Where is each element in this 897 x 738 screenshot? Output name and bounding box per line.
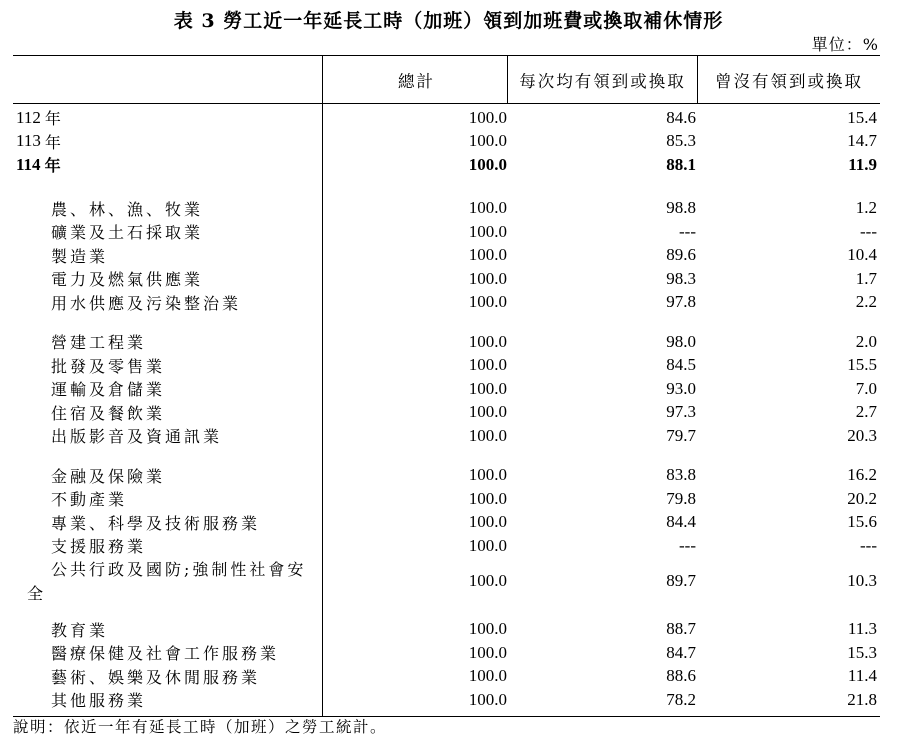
row-labels — [13, 104, 323, 716]
industry-label: 營建工程業 — [51, 333, 147, 353]
table-row: 100.0 79.7 20.3 — [468, 425, 877, 445]
industry-label: 藝術、娛樂及休閒服務業 — [51, 667, 261, 687]
data-table — [13, 55, 880, 717]
header-not-always: 曾沒有領到或換取 — [715, 71, 863, 91]
table-row: 100.0 98.8 1.2 — [468, 198, 877, 218]
header-stub — [13, 56, 323, 103]
industry-label: 礦業及土石採取業 — [51, 223, 204, 243]
table-row: 100.0 88.1 11.9 — [468, 154, 877, 174]
table-row: 100.0 85.3 14.7 — [468, 131, 877, 151]
industry-label: 金融及保險業 — [51, 466, 166, 486]
table-row: 100.0 98.0 2.0 — [468, 331, 877, 351]
year-row-label: 112 年 — [16, 107, 61, 129]
industry-label-wrapped: 公共行政及國防;強制性社會安 全 — [27, 559, 307, 603]
unit-label: 單位：% — [811, 35, 879, 54]
industry-label: 不動產業 — [51, 490, 128, 510]
table-row: 100.0 97.3 2.7 — [468, 402, 877, 422]
industry-label: 其他服務業 — [51, 691, 147, 711]
table-row: 100.0 83.8 16.2 — [468, 465, 877, 485]
table-row: 100.0 89.6 10.4 — [468, 245, 877, 265]
footnote: 說明：依近一年有延長工時（加班）之勞工統計。 — [13, 718, 388, 736]
header-total: 總計 — [323, 56, 508, 103]
table-row: 100.0 98.3 1.7 — [468, 268, 877, 288]
industry-label: 醫療保健及社會工作服務業 — [51, 644, 280, 664]
header-always: 每次均有領到或換取 — [508, 56, 698, 103]
table-row: 100.0 84.6 15.4 — [468, 107, 877, 127]
table-row: 100.0 97.8 2.2 — [468, 292, 877, 312]
table-header — [13, 56, 880, 104]
industry-label: 農、林、漁、牧業 — [51, 199, 204, 219]
table-row: 100.0 93.0 7.0 — [468, 378, 877, 398]
industry-label: 運輸及倉儲業 — [51, 380, 166, 400]
table-row: 100.0 78.2 21.8 — [468, 689, 877, 709]
industry-label: 電力及燃氣供應業 — [51, 270, 204, 290]
table-row: 100.0 84.5 15.5 — [468, 355, 877, 375]
table-row: 100.0 --- --- — [468, 221, 877, 241]
table-row: 100.0 89.7 10.3 — [468, 570, 877, 590]
table-row: 100.0 88.6 11.4 — [468, 666, 877, 686]
table-title: 表 3 勞工近一年延長工時（加班）領到加班費或換取補休情形 — [173, 10, 724, 32]
industry-label: 專業、科學及技術服務業 — [51, 513, 261, 533]
table-row: 100.0 88.7 11.3 — [468, 619, 877, 639]
industry-label: 用水供應及污染整治業 — [51, 293, 242, 313]
industry-label: 製造業 — [51, 246, 109, 266]
table-row: 100.0 --- --- — [468, 535, 877, 555]
industry-label: 支援服務業 — [51, 537, 147, 557]
row-values — [323, 104, 880, 716]
year-row-label: 113 年 — [16, 131, 61, 152]
year-row-label: 114 年 — [16, 154, 61, 176]
table-body — [13, 104, 880, 716]
industry-label: 出版影音及資通訊業 — [51, 427, 223, 447]
industry-label: 批發及零售業 — [51, 356, 166, 376]
industry-label: 教育業 — [51, 620, 109, 640]
table-row: 100.0 79.8 20.2 — [468, 488, 877, 508]
industry-label: 住宿及餐飲業 — [51, 403, 166, 423]
table-row: 100.0 84.4 15.6 — [468, 512, 877, 532]
table-row: 100.0 84.7 15.3 — [468, 642, 877, 662]
